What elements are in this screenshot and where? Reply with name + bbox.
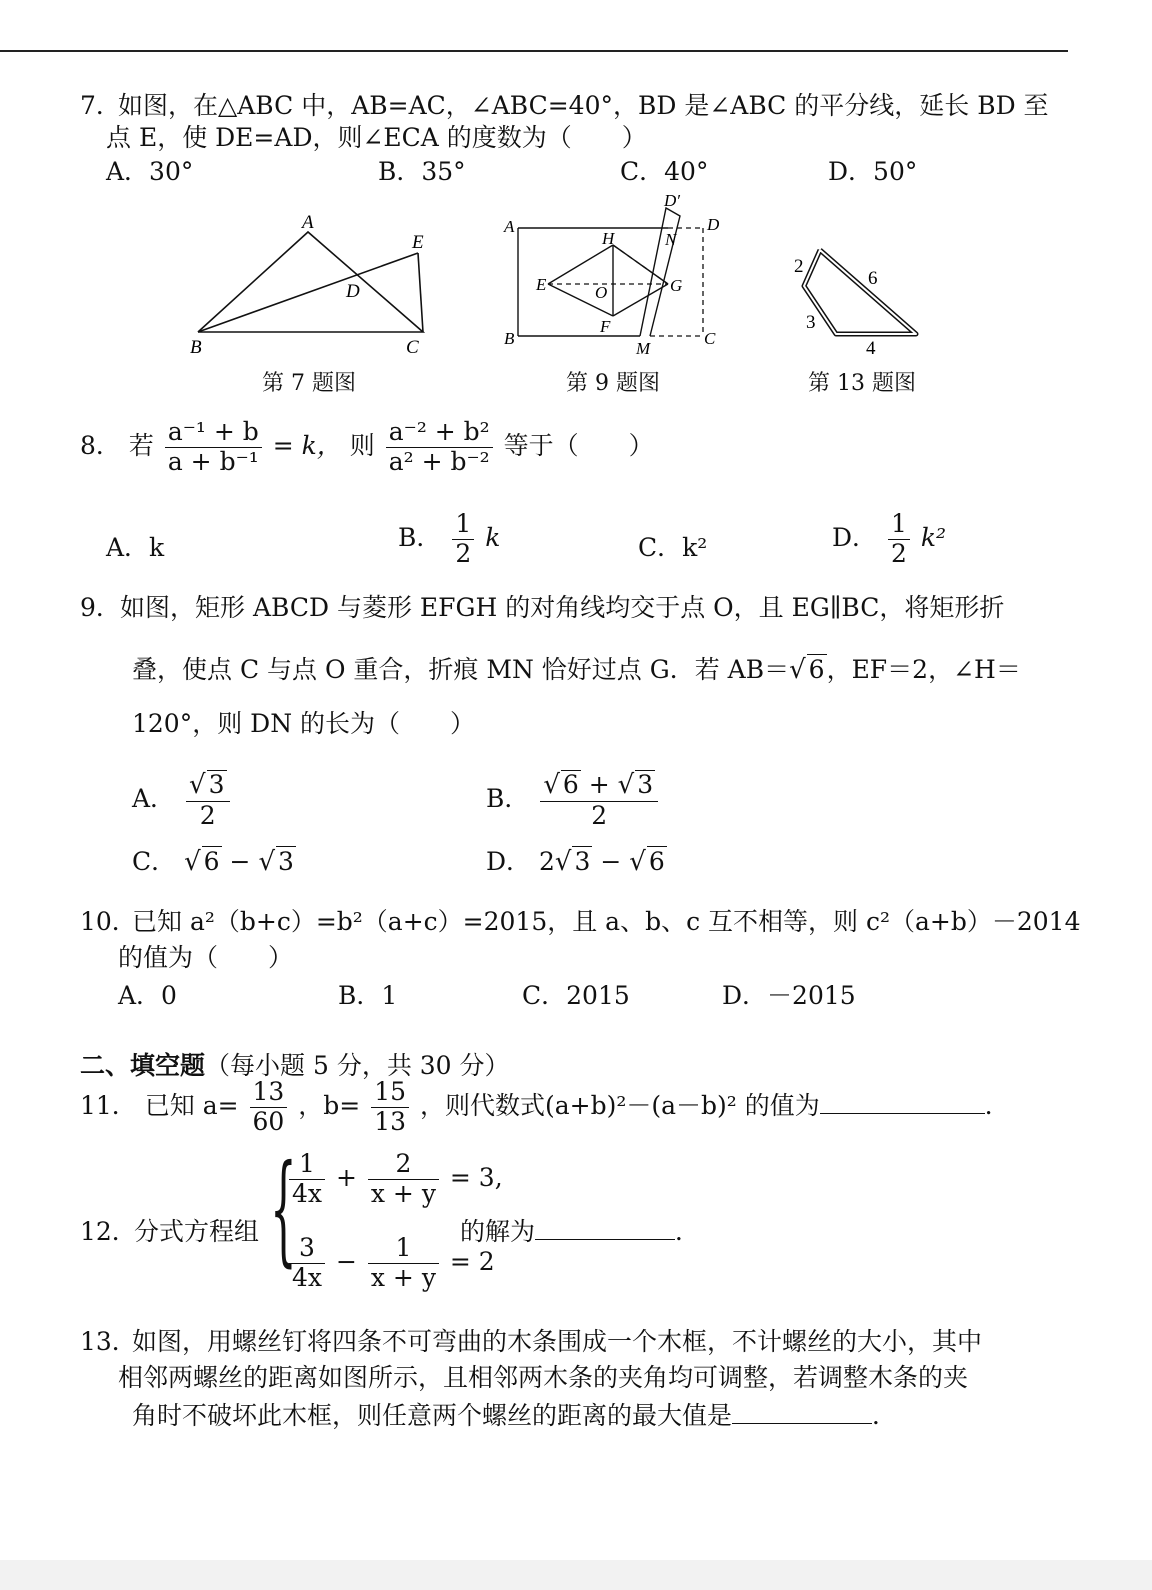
fig9-label-o: O (595, 283, 608, 302)
q13-line1: 如图，用螺丝钉将四条不可弯曲的木条围成一个木框，不计螺丝的大小，其中 (132, 1327, 983, 1356)
q9-option-c-radicand-2: 3 (278, 847, 294, 876)
header-rule (0, 50, 1068, 52)
q8-equals-k: = k， (272, 430, 342, 460)
q10-line1: 已知 a²（b+c）=b²（a+c）=2015，且 a、b、c 互不相等，则 c²（a+b）－2014 (132, 907, 1081, 936)
q8-then: 则 (349, 430, 375, 460)
q9-option-b-label: B． (486, 783, 530, 813)
fig9-label-e: E (536, 275, 547, 294)
q11-a-den: 60 (252, 1106, 285, 1136)
q9-option-b-frac (540, 770, 658, 831)
q12-eq2-rhs: = 2 (449, 1246, 495, 1276)
q11-mid: ，b= (298, 1090, 361, 1120)
q9-option-d-label: D． (486, 847, 532, 876)
q8-fraction-2-num: a⁻² + b² (386, 418, 493, 448)
q7-option-a: A．30° (106, 157, 194, 186)
q9-option-d-radicand-1: 3 (574, 847, 591, 876)
q11-b-frac (371, 1078, 409, 1137)
fig13-label-2: 2 (794, 256, 804, 277)
q12-eq2-f1-num: 3 (289, 1234, 325, 1264)
q10-line2: 的值为（ ） (118, 943, 294, 972)
q9-option-d-minus: − (600, 847, 622, 876)
q12-eq1-op: + (335, 1162, 357, 1192)
q10-number: 10． (80, 907, 137, 936)
q12-eq1-frac-2 (368, 1150, 439, 1209)
q12-eq2-f1-den: 4x (292, 1262, 323, 1292)
q8-option-d-frac (888, 510, 910, 569)
fig7-label-e: E (412, 232, 424, 253)
q12-eq1-f1-num: 1 (289, 1150, 325, 1180)
q12-eq2-op: − (335, 1246, 357, 1276)
q12-answer-line (460, 1212, 700, 1248)
q9-option-d-coef: 2 (539, 847, 555, 876)
q11-answer-blank[interactable] (820, 1091, 985, 1114)
q10-option-c: C．2015 (522, 981, 630, 1010)
fig9-label-n: N (665, 230, 677, 249)
q9-option-b-radicand-1: 6 (562, 770, 579, 799)
q12-eq1-f2-den: x + y (370, 1178, 436, 1208)
q9-line2: 叠，使点 C 与点 O 重合，折痕 MN 恰好过点 G．若 AB＝√ 6，EF＝2，∠H＝ (132, 655, 1021, 685)
q8-option-b-den: 2 (455, 538, 472, 568)
fig7-label-a: A (302, 212, 314, 233)
q8-number: 8． (80, 430, 121, 460)
q11-prefix: 已知 a= (144, 1090, 239, 1120)
figure-13-wooden-frame (788, 238, 928, 358)
fig9-label-b: B (504, 329, 515, 348)
q12-eq1-f2-num: 2 (368, 1150, 439, 1180)
fig7-label-b: B (190, 337, 202, 358)
q7-stem-line1: 如图，在△ABC 中，AB=AC，∠ABC=40°，BD 是∠ABC 的平分线，延长 BD 至 (118, 91, 1049, 120)
q8-fraction-1 (165, 418, 262, 477)
q12-eq1-frac-1 (289, 1150, 325, 1209)
q8-fraction-2-den: a² + b⁻² (388, 446, 490, 476)
q9-option-d-radicand-2: 6 (648, 847, 665, 876)
bottom-band (0, 1560, 1152, 1590)
q8-option-c: C．k² (638, 533, 708, 562)
q12-suffix: 的解为 (460, 1217, 536, 1246)
q9-line2-b: ，EF＝2，∠H＝ (826, 655, 1021, 684)
q7-option-b: B．35° (378, 157, 466, 186)
q11-a-frac (250, 1078, 288, 1137)
q8-option-b-num: 1 (452, 510, 474, 540)
q11-suffix: ，则代数式(a+b)²－(a－b)² 的值为 (419, 1090, 820, 1120)
q8-fraction-2 (386, 418, 493, 477)
q9-option-a-den: 2 (199, 800, 216, 830)
q9-option-c: C． √ 6 − √ 3 (132, 847, 294, 877)
q13-line3-text: 角时不破坏此木框，则任意两个螺丝的距离的最大值是 (132, 1401, 733, 1430)
fig9-label-d: D (707, 215, 720, 234)
q11-b-num: 15 (371, 1078, 409, 1108)
q12-prefix: 分式方程组 (134, 1217, 260, 1246)
q7-number: 7． (80, 91, 121, 120)
q9-option-a-num: √ 3 (186, 770, 229, 802)
q8-fraction-1-num: a⁻¹ + b (165, 418, 262, 448)
q12-eq1-rhs: = 3, (449, 1162, 503, 1192)
q8-option-b-frac (452, 510, 474, 569)
q12-brace: { (270, 1140, 297, 1279)
figure-7-triangle (180, 210, 440, 360)
fig9-label-a: A (504, 217, 515, 236)
fig7-label-c: C (406, 337, 419, 358)
fig13-label-6: 6 (868, 268, 878, 289)
fig13-label-3: 3 (806, 312, 816, 333)
q7-option-c: C．40° (620, 157, 709, 186)
q8-option-b-tail: k (485, 522, 501, 552)
fig9-label-m: M (636, 339, 651, 358)
q8-option-d-num: 1 (888, 510, 910, 540)
q9-option-a (132, 770, 233, 831)
question-11 (80, 1078, 1010, 1137)
q9-option-a-label: A． (132, 783, 176, 813)
q9-option-a-frac (186, 770, 229, 831)
q12-end: ． (675, 1217, 701, 1246)
section-2-heading (80, 1046, 510, 1082)
q8-option-b (398, 510, 500, 569)
q13-line3 (132, 1396, 897, 1432)
q8-option-b-label: B． (398, 522, 442, 552)
fig9-label-g: G (670, 276, 683, 295)
q8-fraction-1-den: a + b⁻¹ (167, 446, 259, 476)
q12-eq2-frac-2 (368, 1234, 439, 1293)
figure-7-caption: 第 7 题图 (262, 371, 356, 396)
q12-number: 12． (80, 1217, 137, 1246)
q12-eq2-f2-num: 1 (368, 1234, 439, 1264)
fig9-label-f: F (600, 317, 611, 336)
figure-9-rectangle-rhombus (498, 188, 728, 360)
q7-option-d: D．50° (828, 157, 918, 186)
q12-answer-blank[interactable] (535, 1217, 675, 1240)
q9-line3: 120°，则 DN 的长为（ ） (132, 709, 476, 738)
section-2-note: （每小题 5 分，共 30 分） (205, 1051, 510, 1080)
q9-option-c-radicand-1: 6 (203, 847, 220, 876)
q8-option-d-den: 2 (891, 538, 907, 568)
q12-eq1-f1-den: 4x (292, 1178, 323, 1208)
q9-option-c-minus: − (229, 847, 251, 876)
q8-option-a: A．k (106, 533, 165, 562)
fig7-label-d: D (346, 281, 360, 302)
question-8 (80, 418, 654, 477)
q7-stem-line2: 点 E，使 DE=AD，则∠ECA 的度数为（ ） (106, 123, 647, 152)
q9-option-c-label: C． (132, 847, 177, 876)
q10-option-d: D．－2015 (722, 981, 856, 1010)
q13-line2: 相邻两螺丝的距离如图所示，且相邻两木条的夹角均可调整，若调整木条的夹 (118, 1363, 969, 1392)
q9-option-d: D． 2√ 3 − √ 6 (486, 847, 665, 877)
q9-option-b-radicand-2: 3 (637, 770, 654, 799)
figure-9-caption: 第 9 题图 (566, 371, 660, 396)
fig13-label-4: 4 (866, 338, 876, 358)
q9-number: 9． (80, 593, 121, 622)
q10-option-a: A．0 (118, 981, 177, 1010)
q8-option-d (832, 510, 946, 569)
q9-line2-a: 叠，使点 C 与点 O 重合，折痕 MN 恰好过点 G．若 AB＝ (132, 655, 790, 684)
section-2-title: 二、填空题 (80, 1051, 206, 1080)
q9-line2-radicand: 6 (808, 655, 825, 684)
q9-line1: 如图，矩形 ABCD 与菱形 EFGH 的对角线均交于点 O，且 EG∥BC，将矩形折 (120, 593, 1005, 622)
q12-equation-1 (286, 1150, 503, 1209)
q8-option-d-tail: k² (920, 522, 947, 552)
fig9-label-c: C (704, 329, 716, 348)
q9-option-b-num: √ 6 + √ 3 (540, 770, 658, 802)
q13-number: 13． (80, 1327, 137, 1356)
q11-end: ． (984, 1090, 1010, 1120)
q13-answer-blank[interactable] (732, 1401, 872, 1424)
q8-prefix: 若 (128, 430, 154, 460)
q12-eq2-frac-1 (289, 1234, 325, 1293)
q10-option-b: B．1 (338, 981, 398, 1010)
q11-a-num: 13 (250, 1078, 288, 1108)
q9-option-a-radicand: 3 (208, 770, 225, 799)
figure-13-caption: 第 13 题图 (808, 371, 916, 396)
q9-option-b-den: 2 (591, 800, 608, 830)
q12-eq2-f2-den: x + y (370, 1262, 436, 1292)
q8-suffix: 等于（ ） (503, 430, 654, 460)
q11-number: 11． (80, 1090, 137, 1120)
fig9-label-d-prime: D′ (664, 191, 680, 210)
q9-option-b (486, 770, 661, 831)
q11-b-den: 13 (374, 1106, 407, 1136)
q8-option-d-label: D． (832, 522, 878, 552)
q9-option-b-plus: + (588, 770, 610, 799)
fig9-label-h: H (602, 229, 615, 248)
q13-end: ． (872, 1401, 898, 1430)
